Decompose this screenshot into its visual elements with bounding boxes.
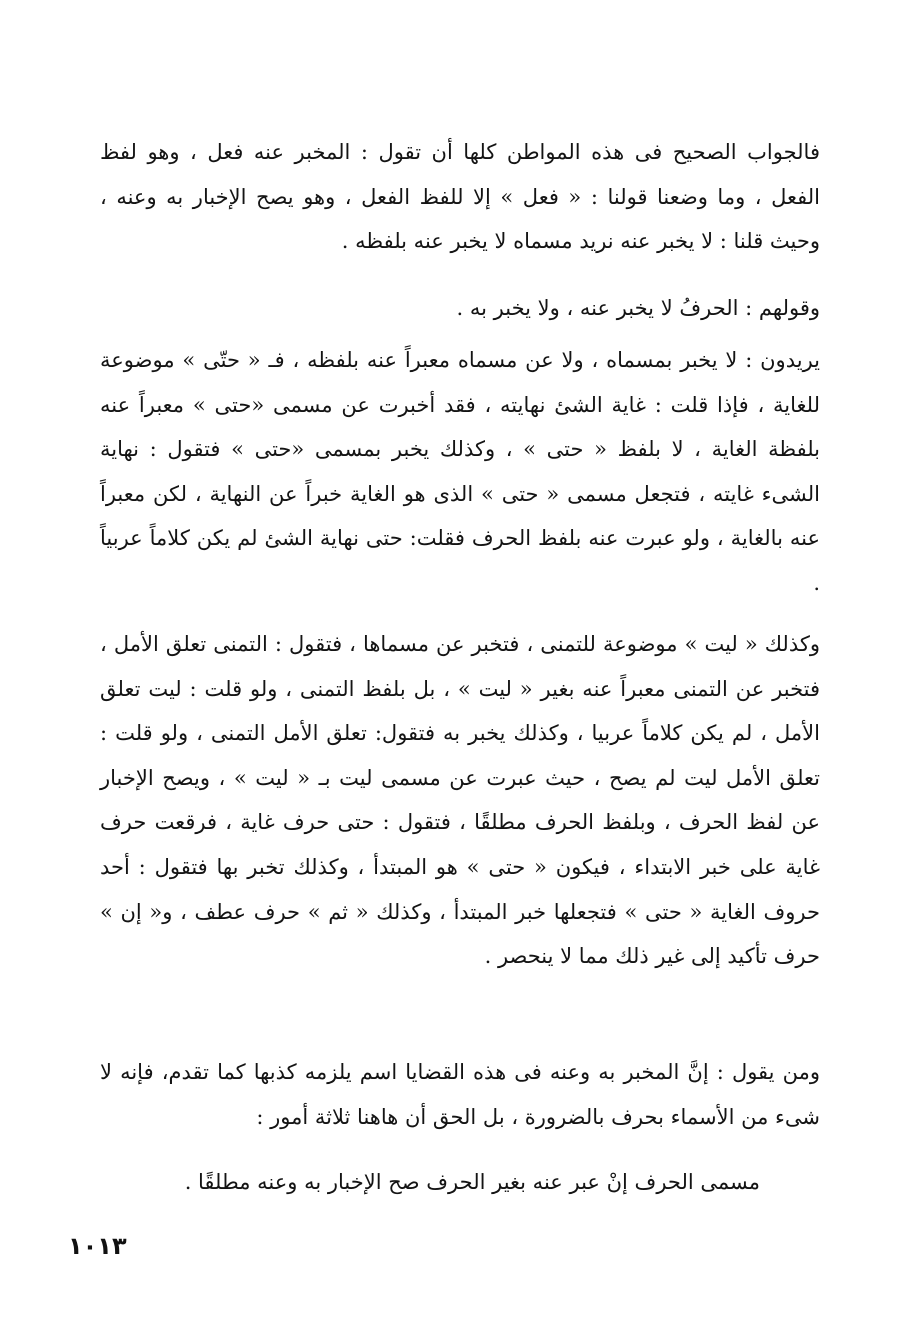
- paragraph-final-line: مسمى الحرف إنْ عبر عنه بغير الحرف صح الإخبار به وعنه مطلقًا .: [184, 1170, 760, 1194]
- paragraph-hatta-example: يريدون : لا يخبر بمسماه ، ولا عن مسماه معبراً عنه بلفظه ، فـ « حتّى » موضوعة للغاية ، فإذا قلت : غاية الشئ نهايته ، فقد أخبرت عن مسمى «حتى » معبراً عنه بلفظة الغاية ، لا بلفظ « حتى » ، وكذلك يخبر بمسمى «حتى » فتقول : نهاية الشىء غايته ، فتجعل مسمى « حتى » الذى هو الغاية خبراً عن النهاية ، لكن معبراً عنه بالغاية ، ولو عبرت عنه بلفظ الحرف فقلت: حتى نهاية الشئ لم يكن كلاماً عربياً .: [100, 348, 820, 595]
- paragraph-their-saying: وقولهم : الحرفُ لا يخبر عنه ، ولا يخبر به .: [456, 296, 820, 320]
- paragraph-correct-answer: فالجواب الصحيح فى هذه المواطن كلها أن تقول : المخبر عنه فعل ، وهو لفظ الفعل ، وما وضعنا قولنا : « فعل » إلا للفظ الفعل ، وهو يصح الإخبار به وعنه ، وحيث قلنا : لا يخبر عنه نريد مسماه لا يخبر عنه بلفظه .: [100, 140, 820, 254]
- page-number: ١٠١٣: [68, 1232, 127, 1260]
- paragraph-three-matters: ومن يقول : إنَّ المخبر به وعنه فى هذه القضايا اسم يلزمه كذبها كما تقدم، فإنه لا شىء من الأسماء بحرف بالضرورة ، بل الحق أن هاهنا ثلاثة أمور :: [100, 1060, 820, 1129]
- paragraph-layta-example: وكذلك « ليت » موضوعة للتمنى ، فتخبر عن مسماها ، فتقول : التمنى تعلق الأمل ، فتخبر عن التمنى معبراً عنه بغير « ليت » ، بل بلفظ التمنى ، ولو قلت : ليت تعلق الأمل ، لم يكن كلاماً عربيا ، وكذلك يخبر به فتقول: تعلق الأمل التمنى ، ولو قلت : تعلق الأمل ليت لم يصح ، حيث عبرت عن مسمى ليت بـ « ليت » ، ويصح الإخبار عن لفظ الحرف ، وبلفظ الحرف مطلقًا ، فتقول : حتى حرف غاية ، فرقعت حرف غاية على خبر الابتداء ، فيكون « حتى » هو المبتدأ ، وكذلك تخبر بها فتقول : أحد حروف الغاية « حتى » فتجعلها خبر المبتدأ ، وكذلك « ثم » حرف عطف ، و« إن » حرف تأكيد إلى غير ذلك مما لا ينحصر .: [100, 632, 820, 969]
